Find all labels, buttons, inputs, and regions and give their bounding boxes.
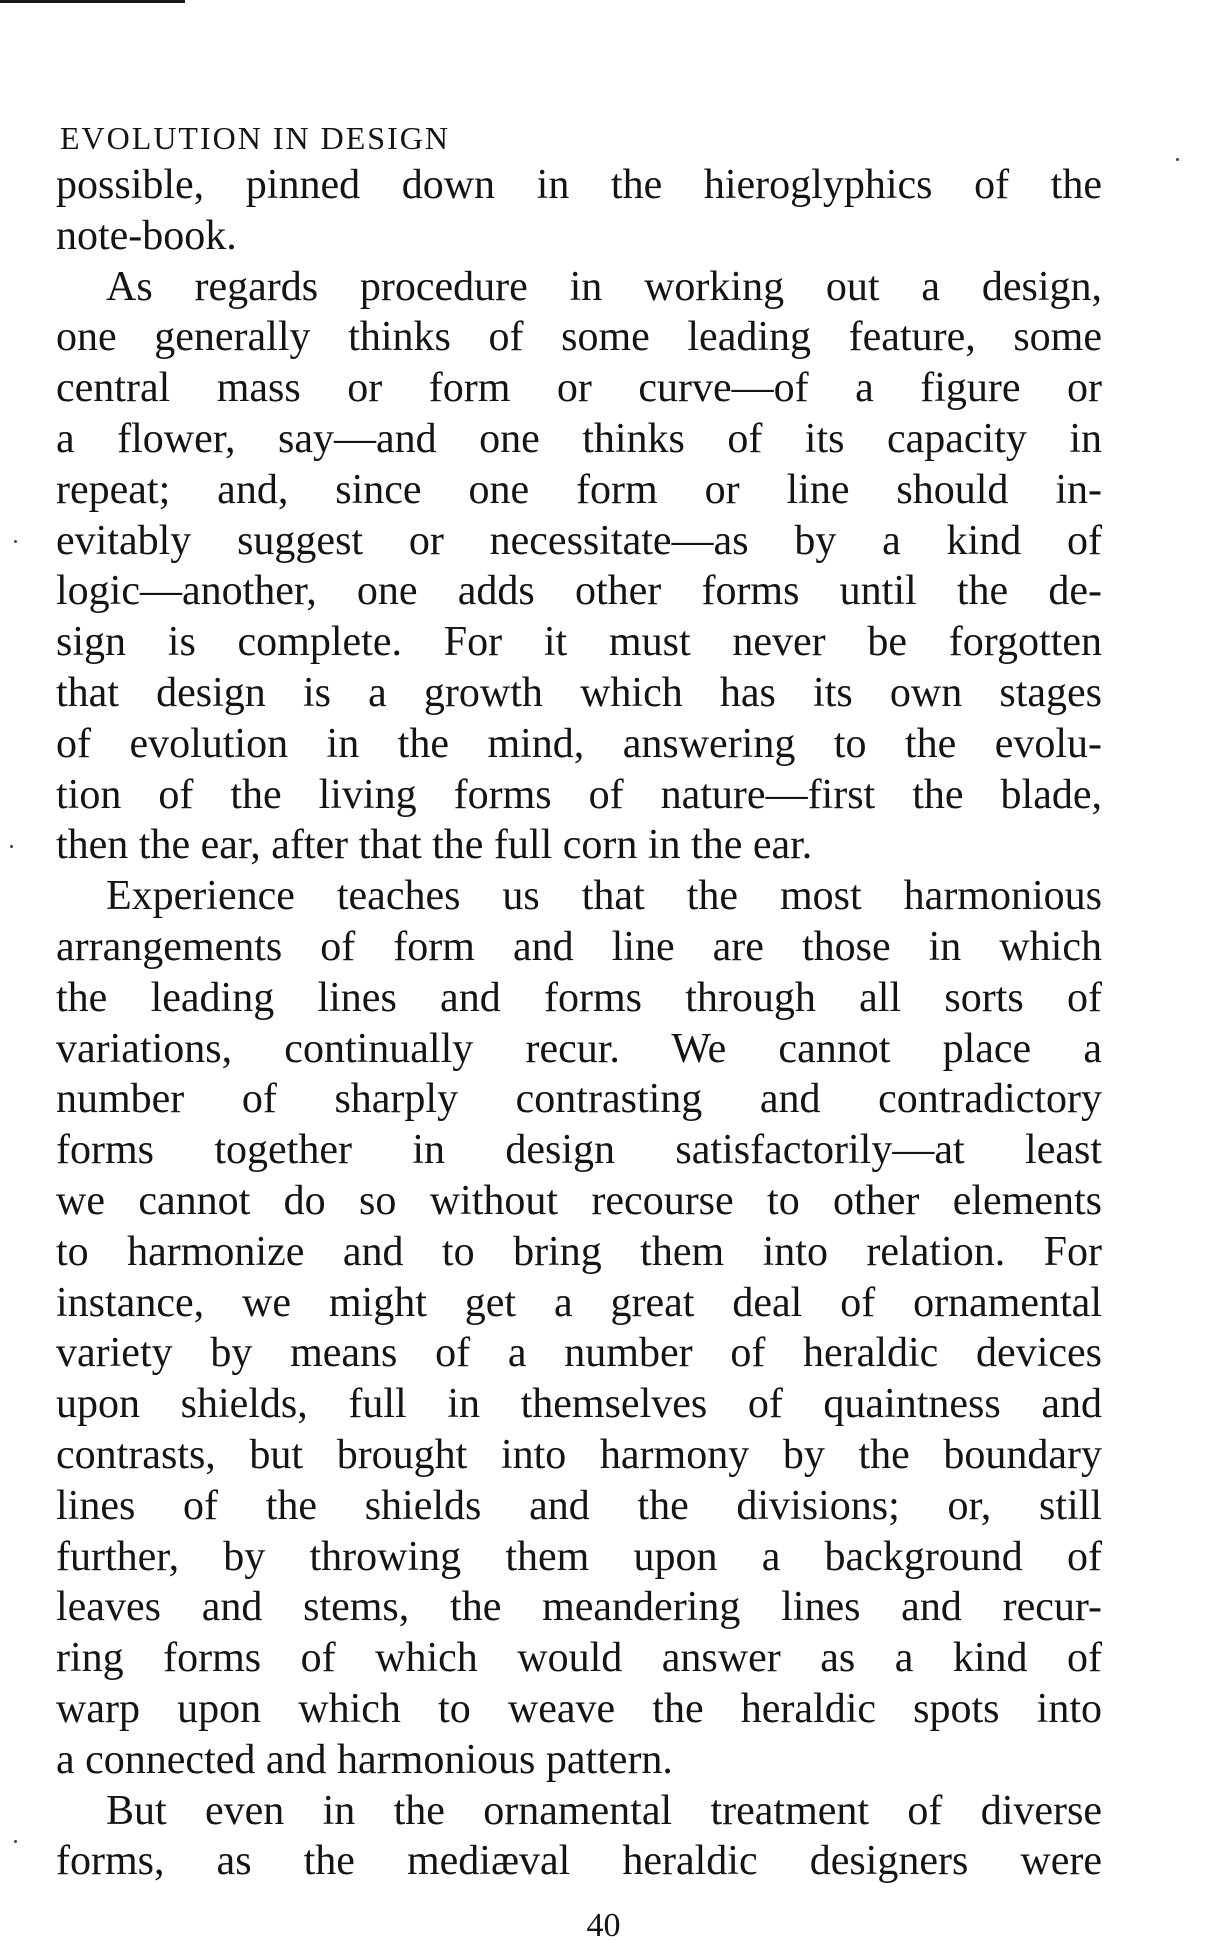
text-line: to harmonize and to bring them into relation. For (56, 1228, 1102, 1275)
text-line: variety by means of a number of heraldic devices (56, 1330, 1102, 1377)
paragraph (56, 160, 1102, 262)
text-line: But even in the ornamental treatment of diverse (106, 1787, 1102, 1834)
text-line: forms together in design satisfactorily—at least (56, 1127, 1102, 1174)
text-line: logic—another, one adds other forms until the de- (56, 568, 1102, 615)
text-line: Experience teaches us that the most harmonious (106, 873, 1102, 920)
text-line: warp upon which to weave the heraldic spots into (56, 1685, 1102, 1732)
text-line: a flower, say—and one thinks of its capacity in (56, 415, 1102, 462)
text-line: instance, we might get a great deal of ornamental (56, 1279, 1102, 1326)
text-line: arrangements of form and line are those in which (56, 923, 1102, 970)
text-line: forms, as the mediæval heraldic designers were (56, 1838, 1102, 1885)
text-line: variations, continually recur. We cannot place a (56, 1025, 1102, 1072)
text-line: leaves and stems, the meandering lines and recur- (56, 1584, 1102, 1631)
text-line: repeat; and, since one form or line should in- (56, 466, 1102, 513)
paragraph (56, 871, 1102, 1785)
scan-speck (1176, 158, 1179, 161)
text-line: central mass or form or curve—of a figure or (56, 365, 1102, 412)
text-line: contrasts, but brought into harmony by the boundary (56, 1431, 1102, 1478)
text-line: evitably suggest or necessitate—as by a kind of (56, 517, 1102, 564)
text-line: of evolution in the mind, answering to the evolu- (56, 720, 1102, 767)
text-line: a connected and harmonious pattern. (56, 1736, 673, 1783)
text-line: upon shields, full in themselves of quaintness and (56, 1381, 1102, 1428)
text-line: then the ear, after that the full corn in the ear. (56, 822, 813, 869)
scan-speck (14, 1840, 17, 1843)
text-line: ring forms of which would answer as a kind of (56, 1635, 1102, 1682)
body-text (56, 160, 1102, 1887)
running-head: EVOLUTION IN DESIGN (60, 120, 450, 156)
text-line: one generally thinks of some leading feature, some (56, 314, 1102, 361)
paragraph (56, 262, 1102, 872)
text-line: that design is a growth which has its own stages (56, 669, 1102, 716)
text-line: further, by throwing them upon a background of (56, 1533, 1102, 1580)
text-line: the leading lines and forms through all sorts of (56, 974, 1102, 1021)
text-line: sign is complete. For it must never be forgotten (56, 619, 1102, 666)
text-line: possible, pinned down in the hieroglyphics of the (56, 162, 1102, 208)
text-line: lines of the shields and the divisions; or, still (56, 1482, 1102, 1529)
scan-speck (14, 540, 17, 543)
text-line: note-book. (56, 212, 237, 259)
text-line: we cannot do so without recourse to other elements (56, 1177, 1102, 1224)
page-number: 40 (586, 1907, 621, 1944)
top-edge-rule (0, 0, 185, 3)
text-line: As regards procedure in working out a design, (106, 263, 1102, 310)
text-line: number of sharply contrasting and contradictory (56, 1076, 1102, 1123)
scan-speck (10, 845, 13, 848)
text-line: tion of the living forms of nature—first the blade, (56, 771, 1102, 818)
paragraph (56, 1786, 1102, 1888)
